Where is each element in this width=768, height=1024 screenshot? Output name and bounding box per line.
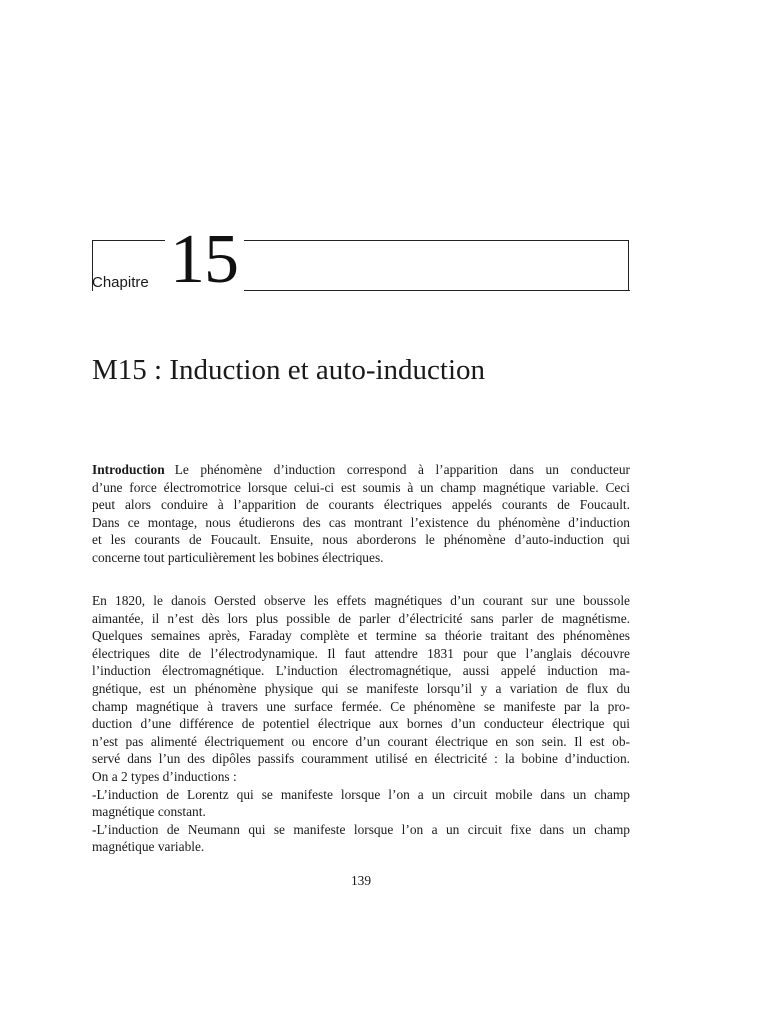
introduction-paragraph: [92, 461, 630, 567]
chapter-frame-right: [244, 240, 629, 291]
text-line-content: Le phénomène d’induction correspond à l’apparition dans un conducteur: [174, 462, 630, 477]
page-number: 139: [350, 873, 372, 888]
chapter-number: 15: [170, 221, 238, 298]
text-line: duction d’une différence de potentiel électrique aux bornes d’un conducteur électrique qui: [92, 716, 630, 732]
text-line: [92, 461, 630, 479]
chapter-rule: [244, 290, 630, 291]
text-line: magnétique constant.: [92, 804, 206, 820]
text-line: Dans ce montage, nous étudierons des cas montrant l’existence du phénomène d’induction: [92, 514, 630, 530]
introduction-heading: Introduction: [92, 462, 165, 477]
chapter-header: [92, 221, 630, 298]
chapter-label: Chapitre: [92, 274, 149, 291]
body-paragraph: [92, 592, 630, 856]
text-line: et les courants de Foucault. Ensuite, nous aborderons le phénomène d’auto-induction qui: [92, 532, 630, 548]
text-line: gnétique, est un phénomène physique qui se manifeste lorsqu’il y a variation de flux du: [92, 680, 630, 696]
text-line: En 1820, le danois Oersted observe les effets magnétiques d’un courant sur une boussole: [92, 593, 630, 608]
text-line: servé dans l’un des dipôles passifs couramment utilisé en électricité : la bobine d’induction.: [92, 751, 630, 767]
text-line: peut alors conduire à l’apparition de courants électriques appelés courants de Foucault.: [92, 497, 630, 513]
text-line: champ magnétique à travers une surface fermée. Ce phénomène se manifeste par la pro-: [92, 698, 630, 714]
text-line: n’est pas alimenté électriquement ou encore d’un courant électrique en son sein. Il est ob-: [92, 733, 630, 749]
text-line: l’induction électromagnétique. L’induction électromagnétique, aussi appelé induction ma-: [92, 663, 630, 679]
text-line: Quelques semaines après, Faraday complète et termine sa théorie traitant des phénomènes: [92, 628, 630, 644]
text-line: -L’induction de Lorentz qui se manifeste lorsque l’on a un circuit mobile dans un champ: [92, 786, 630, 802]
text-line: électriques dite de l’électrodynamique. Il faut attendre 1831 pour que l’anglais découvre: [92, 645, 630, 661]
text-line: concerne tout particulièrement les bobines électriques.: [92, 549, 384, 565]
chapter-title: M15 : Induction et auto-induction: [92, 354, 486, 386]
text-line: magnétique variable.: [92, 839, 205, 855]
text-line: On a 2 types d’inductions :: [92, 768, 237, 784]
text-line: d’une force électromotrice lorsque celui-ci est soumis à un champ magnétique variable. Ceci: [92, 479, 630, 495]
text-line: aimantée, il n’est dès lors plus possible de parler d’électricité sans parler de magnétisme.: [92, 610, 630, 626]
text-line: -L’induction de Neumann qui se manifeste lorsque l’on a un circuit fixe dans un champ: [92, 821, 630, 837]
